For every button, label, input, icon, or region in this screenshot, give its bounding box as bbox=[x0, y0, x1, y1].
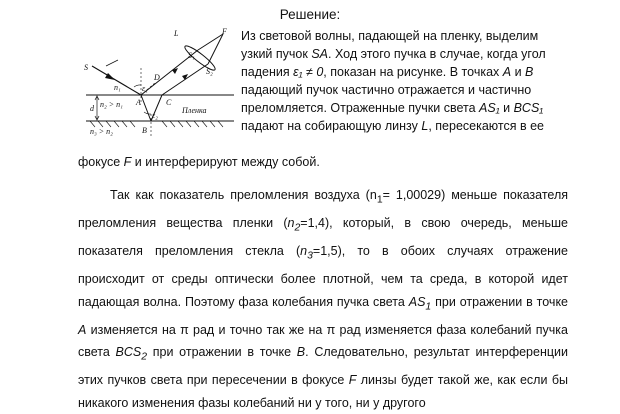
label-n1: n₁ bbox=[114, 83, 121, 92]
label-S2: S₂ bbox=[206, 67, 213, 76]
intro-paragraph-end: фокусе F и интерферируют между собой. bbox=[78, 155, 320, 169]
label-n2-relation: n₂ > n₁ bbox=[100, 100, 123, 109]
label-B: B bbox=[142, 126, 147, 135]
label-eps2: ε₂ bbox=[152, 111, 158, 120]
label-film: Пленка bbox=[182, 106, 207, 115]
label-d: d bbox=[90, 104, 94, 113]
refracted-ray bbox=[141, 95, 151, 121]
label-L: L bbox=[174, 29, 179, 38]
label-D: D bbox=[154, 73, 160, 82]
explanation-paragraph: Так как показатель преломления воздуха $(n_1= 1,00029)$ меньше показателя преломления вещества пленки $(n_2=1,4)$, который, в свою очередь, меньше показателя преломления стекла $(n_3=1,5)$, то в обоих случаях отражение происходит от среды оптически более плотной, чем та среда, в которой идет падающая волна. Поэтому фаза колебания пучка света $AS_1$ при отражении в точке A изменяется на π рад и точно так же на π рад изменяется фаза колебаний пучка света $BCS_2$ при отражении в точке B. Следовательно, результат интерференции этих пучков света при пересечении в фокусе F линзы будет такой же, как если бы никакого изменения фазы колебаний ни у того, ни у другого bbox=[78, 188, 569, 410]
diagram-svg bbox=[78, 28, 234, 152]
thin-film-interference-diagram bbox=[78, 28, 234, 152]
label-S: S bbox=[84, 63, 88, 72]
intro-paragraph: Из световой волны, падающей на пленку, выделим узкий пучок SA. Ход этого пучка в случае, когда угол падения ε₁ ≠ 0, показан на рисунке. В точках A и B падающий пучок частично отражается и частично преломляется. Отраженные пучки света AS₁ и BCS₁ падают на собирающую линзу L, пересекаются в ее bbox=[241, 29, 546, 133]
label-A: A bbox=[136, 98, 141, 107]
label-C: C bbox=[166, 98, 172, 107]
label-eps1: ε₁ bbox=[142, 84, 148, 93]
label-S1: S₁ bbox=[188, 51, 195, 60]
solution-heading: Решение: bbox=[279, 7, 341, 22]
label-F: F bbox=[222, 28, 227, 36]
label-n3-relation: n₃ > n₂ bbox=[90, 127, 113, 136]
